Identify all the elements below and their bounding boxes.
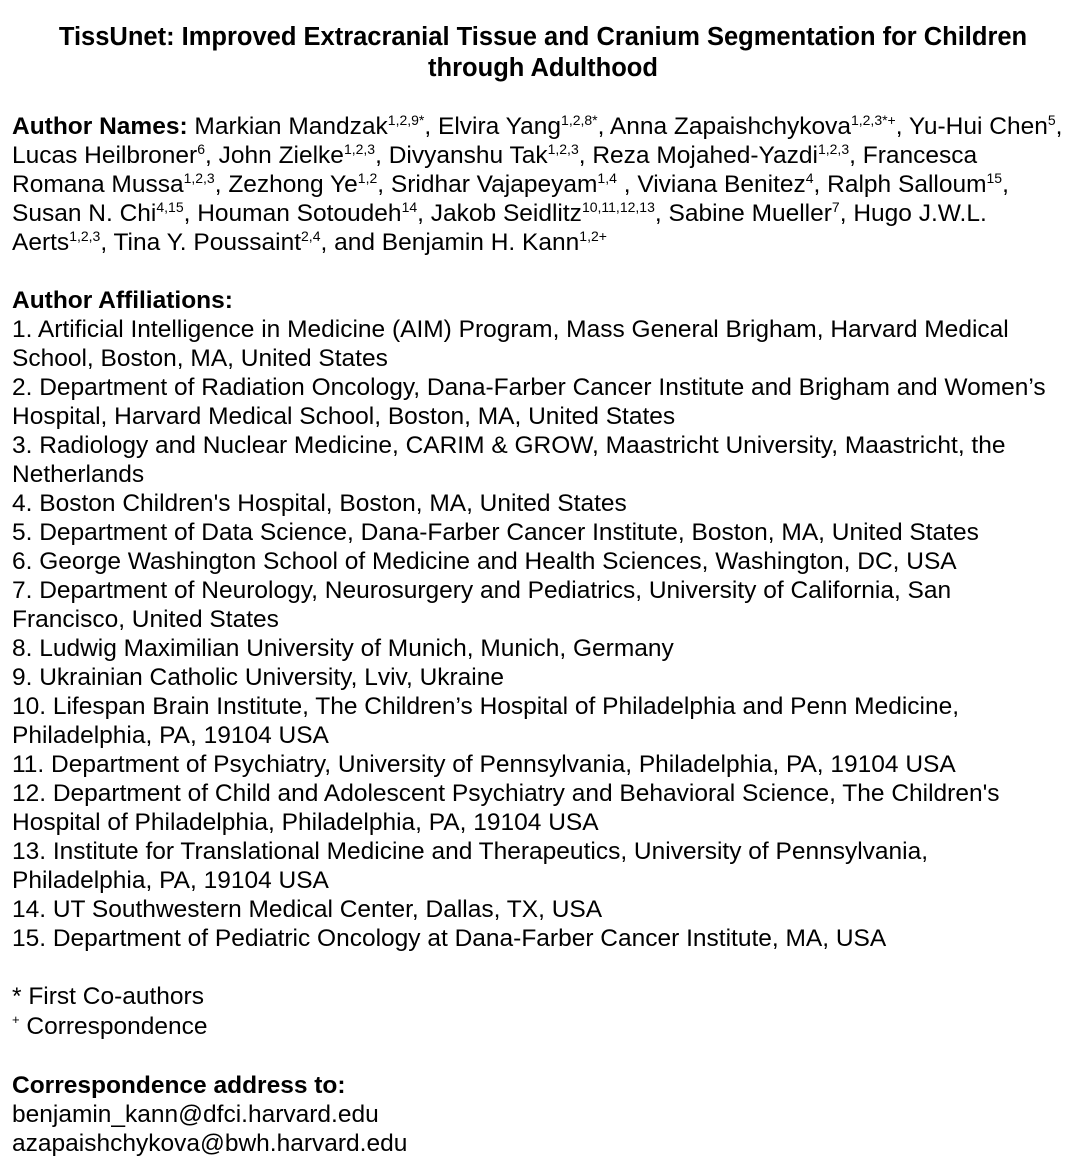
author-entry [12,200,197,227]
author-separator: , [424,113,438,140]
author-affiliation-marker: 1,2,3 [69,228,101,244]
correspondence-heading: Correspondence address to: [12,1072,346,1099]
author-separator: , [214,171,229,198]
author-name: Houman Sotoudeh [197,200,402,227]
author-name: Benjamin H. Kann [381,229,580,256]
author-name: Francesca Romana Mussa [12,142,978,198]
correspondence-section [12,1071,1074,1158]
author-entry [228,171,391,198]
author-separator: , [849,142,863,169]
author-entry [610,113,909,140]
author-separator: , [100,229,114,256]
author-affiliation-marker: 2,4 [301,228,321,244]
author-name: Reza Mojahed-Yazdi [592,142,818,169]
author-separator: , [417,200,431,227]
affiliation-line: 14. UT Southwestern Medical Center, Dallas, TX, USA [12,896,603,923]
affiliations-section [12,286,1074,953]
correspondence-note-text: Correspondence [19,1013,208,1040]
affiliation-line: 6. George Washington School of Medicine and Health Sciences, Washington, DC, USA [12,548,957,575]
affiliation-line: Francisco, United States [12,606,279,633]
author-entry [197,200,431,227]
correspondence-email-2[interactable]: azapaishchykova@bwh.harvard.edu [12,1130,408,1157]
author-name: Elvira Yang [438,113,562,140]
affiliation-line: 8. Ludwig Maximilian University of Munich, Munich, Germany [12,635,674,662]
author-name: Divyanshu Tak [388,142,548,169]
author-affiliation-marker: 1,2+ [579,228,607,244]
author-name: Hugo J.W.L. Aerts [12,200,987,256]
author-name: Tina Y. Poussaint [113,229,302,256]
author-separator: , [597,113,610,140]
author-entry [114,229,382,256]
correspondence-mark: + [12,1012,20,1027]
author-entry [668,200,853,227]
author-names [12,112,1074,257]
affiliation-line: 1. Artificial Intelligence in Medicine (AIM) Program, Mass General Brigham, Harvard Medical [12,316,1009,343]
affiliation-line: 11. Department of Psychiatry, University of Pennsylvania, Philadelphia, PA, 19104 USA [12,751,956,778]
author-entry [431,200,669,227]
author-entry [637,171,827,198]
author-affiliation-marker: 1,2,3 [547,141,579,157]
author-separator: , [1055,113,1063,140]
author-affiliation-marker: 14 [401,199,418,215]
affiliation-line: 15. Department of Pediatric Oncology at Dana-Farber Cancer Institute, MA, USA [12,925,887,952]
affiliation-line: 12. Department of Child and Adolescent Psychiatry and Behavioral Science, The Children's [12,780,1000,807]
affiliation-line: Hospital of Philadelphia, Philadelphia, PA, 19104 USA [12,809,599,836]
author-name: Ralph Salloum [827,171,987,198]
author-affiliation-marker: 1,2,8* [561,112,598,128]
author-name: Jakob Seidlitz [430,200,582,227]
affiliation-line: 7. Department of Neurology, Neurosurgery and Pediatrics, University of California, San [12,577,952,604]
author-affiliation-marker: 7 [831,199,840,215]
author-affiliation-marker: 4 [805,170,814,186]
author-entry [391,171,637,198]
author-affiliation-marker: 5 [1047,112,1056,128]
correspondence-note [12,1012,1074,1042]
author-separator: , [813,171,828,198]
correspondence-email-1[interactable]: benjamin_kann@dfci.harvard.edu [12,1101,379,1128]
author-name: Anna Zapaishchykova [609,113,851,140]
author-entry [909,113,1063,140]
author-separator: , [1002,171,1009,198]
author-affiliation-marker: 1,4 [597,170,617,186]
affiliation-line: 9. Ukrainian Catholic University, Lviv, Ukraine [12,664,504,691]
affiliation-line: Philadelphia, PA, 19104 USA [12,867,329,894]
author-names-label: Author Names: [12,113,188,140]
author-affiliation-marker: 1,2 [357,170,378,186]
affiliation-line: 4. Boston Children's Hospital, Boston, MA, United States [12,490,627,517]
author-affiliation-marker: 1,2,3 [183,170,215,186]
author-affiliation-marker: 15 [986,170,1003,186]
author-entry [438,113,610,140]
author-name: Sabine Mueller [668,200,832,227]
affiliations-heading: Author Affiliations: [12,287,233,314]
author-entry [827,171,1009,198]
first-coauthors-note: * First Co-authors [12,983,204,1010]
affiliation-line: 3. Radiology and Nuclear Medicine, CARIM & GROW, Maastricht University, Maastricht, the [12,432,1006,459]
paper-title-line-1: TissUnet: Improved Extracranial Tissue and Cranium Segmentation for Children [58,23,1028,51]
author-separator: , and [320,229,382,256]
affiliation-line: School, Boston, MA, United States [12,345,388,372]
author-separator: , [895,113,909,140]
affiliation-line: Hospital, Harvard Medical School, Boston, MA, United States [12,403,676,430]
author-entry [12,142,219,169]
author-separator: , [616,171,638,198]
affiliation-line: 10. Lifespan Brain Institute, The Children’s Hospital of Philadelphia and Penn Medicine, [12,693,960,720]
paper-title [12,22,1074,84]
author-name: Susan N. Chi [12,200,157,227]
paper-title-line-2: through Adulthood [428,54,658,82]
author-name: Zezhong Ye [228,171,358,198]
author-entry [219,142,389,169]
author-separator: , [578,142,593,169]
author-affiliation-marker: 1,2,9* [387,112,425,128]
author-separator: , [375,142,389,169]
affiliation-line: 5. Department of Data Science, Dana-Farber Cancer Institute, Boston, MA, United States [12,519,979,546]
author-separator: , [205,142,219,169]
author-name: John Zielke [218,142,344,169]
author-separator: , [183,200,198,227]
author-entry [382,229,607,256]
author-separator: , [654,200,669,227]
author-entry [389,142,593,169]
author-separator: , [377,171,391,198]
author-notes [12,982,1074,1042]
author-name: Viviana Benitez [637,171,806,198]
author-affiliation-marker: 10,11,12,13 [581,199,655,215]
paper-first-page [12,22,1074,1158]
author-separator: , [839,200,854,227]
affiliation-line: Netherlands [12,461,145,488]
author-affiliation-marker: 1,2,3 [343,141,376,157]
author-name: Yu-Hui Chen [908,113,1048,140]
author-name: Markian Mandzak [194,113,388,140]
affiliation-line: Philadelphia, PA, 19104 USA [12,722,329,749]
author-affiliation-marker: 4,15 [156,199,184,215]
author-affiliation-marker: 1,2,3*+ [850,112,896,128]
author-affiliation-marker: 6 [197,141,206,157]
author-entry [194,113,438,140]
author-entry [592,142,862,169]
author-name: Sridhar Vajapeyam [390,171,598,198]
affiliation-list [12,315,1074,953]
author-affiliation-marker: 1,2,3 [817,141,850,157]
affiliation-line: 13. Institute for Translational Medicine and Therapeutics, University of Pennsylvania, [12,838,929,865]
affiliation-line: 2. Department of Radiation Oncology, Dana-Farber Cancer Institute and Brigham and Women’s [12,374,1046,401]
author-name: Lucas Heilbroner [12,142,198,169]
